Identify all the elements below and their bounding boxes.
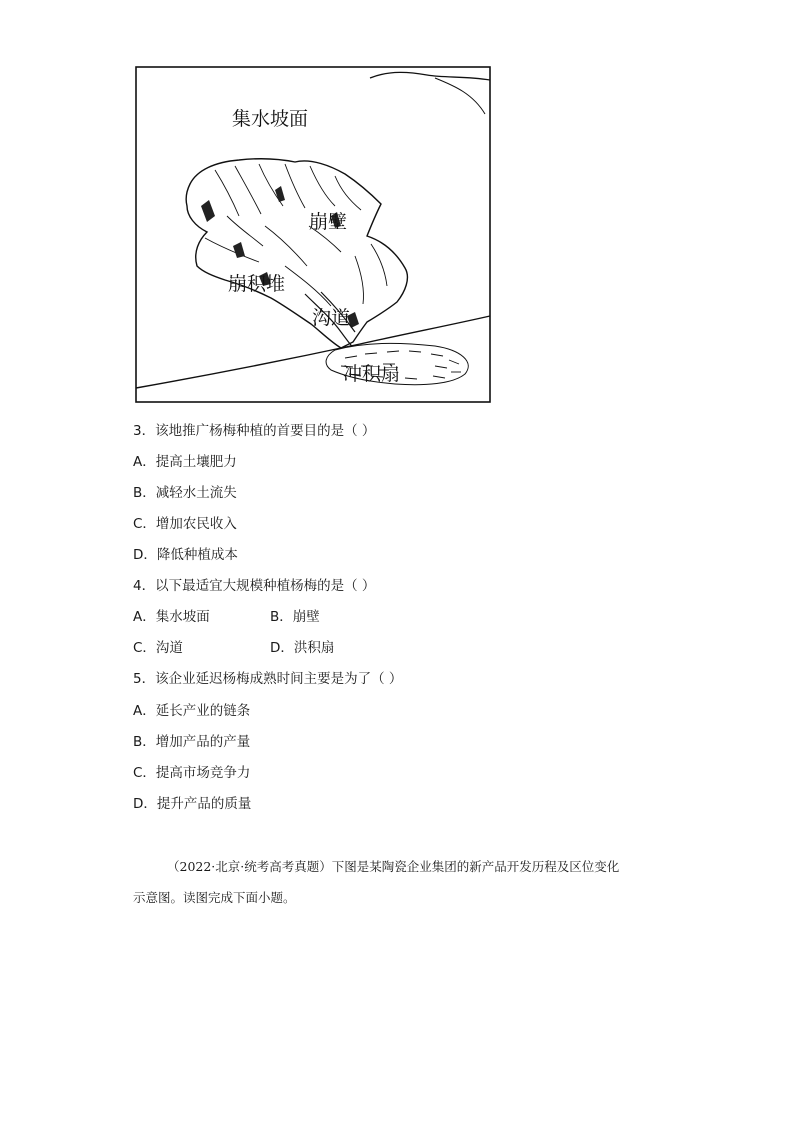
question-5-stem: 5．该企业延迟杨梅成熟时间主要是为了（ ） bbox=[133, 671, 403, 687]
label-catchment-slope: 集水坡面 bbox=[232, 108, 309, 130]
question-5-option-c[interactable]: C．提高市场竞争力 bbox=[133, 765, 251, 781]
question-4-stem: 4．以下最适宜大规模种植杨梅的是（ ） bbox=[133, 578, 376, 594]
question-3-option-b[interactable]: B．减轻水土流失 bbox=[133, 485, 237, 501]
question-4-option-b[interactable]: B．崩壁 bbox=[270, 609, 320, 625]
question-5-option-d[interactable]: D．提升产品的质量 bbox=[133, 796, 252, 812]
label-colluvial-deposit: 崩积堆 bbox=[228, 273, 286, 295]
label-alluvial-fan: 冲积扇 bbox=[343, 363, 401, 385]
question-4-option-d[interactable]: D．洪积扇 bbox=[270, 640, 335, 656]
intro-line-1: （2022·北京·统考高考真题）下图是某陶瓷企业集团的新产品开发历程及区位变化 bbox=[167, 859, 620, 874]
collapse-gully-figure bbox=[135, 66, 491, 403]
question-3-option-a[interactable]: A．提高土壤肥力 bbox=[133, 454, 237, 470]
label-collapse-wall: 崩壁 bbox=[309, 211, 348, 233]
intro-line-2: 示意图。读图完成下面小题。 bbox=[133, 890, 296, 905]
question-5-option-b[interactable]: B．增加产品的产量 bbox=[133, 734, 251, 750]
question-4-option-a[interactable]: A．集水坡面 bbox=[133, 609, 210, 625]
figure-drawing bbox=[135, 66, 491, 403]
question-3-stem: 3．该地推广杨梅种植的首要目的是（ ） bbox=[133, 423, 376, 439]
question-3-option-d[interactable]: D．降低种植成本 bbox=[133, 547, 238, 563]
question-5-option-a[interactable]: A．延长产业的链条 bbox=[133, 703, 251, 719]
question-4-option-c[interactable]: C．沟道 bbox=[133, 640, 183, 656]
label-gully-channel: 沟道 bbox=[312, 307, 351, 329]
question-3-option-c[interactable]: C．增加农民收入 bbox=[133, 516, 237, 532]
